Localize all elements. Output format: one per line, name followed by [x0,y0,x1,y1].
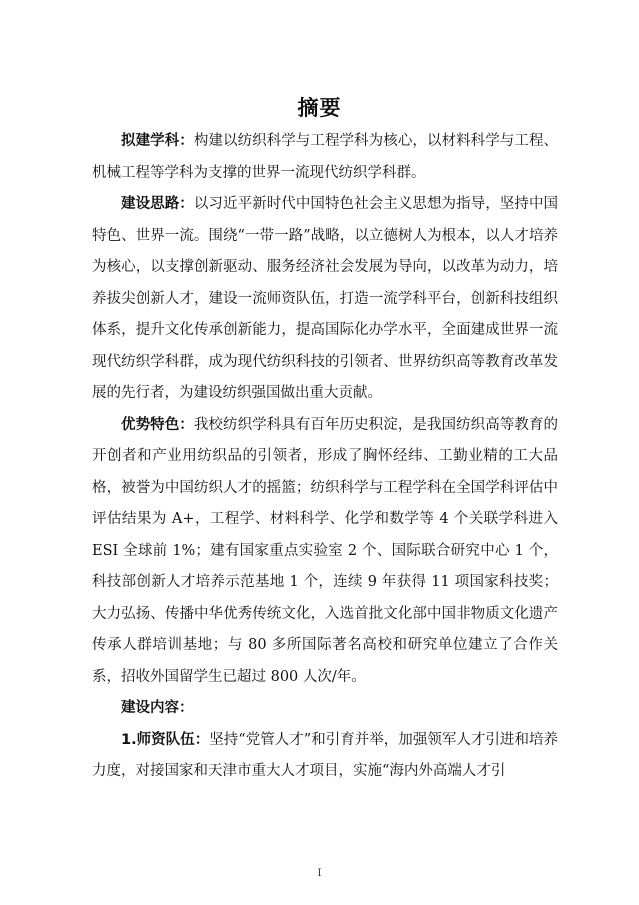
page-number: I [317,868,322,879]
document-title: 摘要 [297,96,342,120]
paragraph-construction-content [92,693,558,725]
paragraph-text: 坚持“党管人才”和引育并举，加强领军人才引进和培养力度，对接国家和天津市重大人才项目，实施“海内外高端人才引 [92,731,558,779]
paragraph-advantages [92,410,558,694]
paragraph-lead: 建设思路： [121,196,194,212]
paragraph-lead: 1.师资队伍： [121,731,210,748]
document-body [92,126,558,788]
paragraph-text: 构建以纺织科学与工程学科为核心，以材料科学与工程、机械工程等学科为支撑的世界一流现代纺织学科群。 [92,133,559,181]
paragraph-text: 以习近平新时代中国特色社会主义思想为指导，坚持中国特色、世界一流。围绕“一带一路”战略，以立德树人为根本，以人才培养为核心，以支撑创新驱动、服务经济社会发展为导向，以改革为动力，培养拔尖创新人才，建设一流师资队伍，打造一流学科平台，创新科技组织体系，提升文化传承创新能力，提高国际化办学水平，全面建成世界一流现代纺织学科群，成为现代纺织科技的引领者、世界纺织高等教育改革发展的先行者，为建设纺织强国做出重大贡献。 [92,196,559,401]
paragraph-proposed-discipline [92,126,558,189]
paragraph-text: 我校纺织学科具有百年历史积淀，是我国纺织高等教育的开创者和产业用纺织品的引领者，形成了胸怀经纬、工勤业精的工大品格，被誉为中国纺织人才的摇篮；纺织科学与工程学科在全国学科评估中评估结果为 A+，工程学、材料科学、化学和数学等 4 个关联学科进入 ESI 全球前 1%；建有国家重点实验室 2 个、国际联合研究中心 1 个，科技部创新人才培养示范基地 1 个，连续 9 年获得 11 项国家科技奖；大力弘扬、传播中华优秀传统文化，入选首批文化部中国非物质文化遗产传承人群培训基地；与 80 多所国际著名高校和研究单位建立了合作关系，招收外国留学生已超过 800 人次/年。 [92,416,559,685]
paragraph-construction-approach [92,189,558,410]
paragraph-lead: 优势特色： [121,416,194,433]
paragraph-faculty [92,725,558,788]
paragraph-lead: 拟建学科： [121,133,194,149]
paragraph-lead: 建设内容： [121,700,194,716]
